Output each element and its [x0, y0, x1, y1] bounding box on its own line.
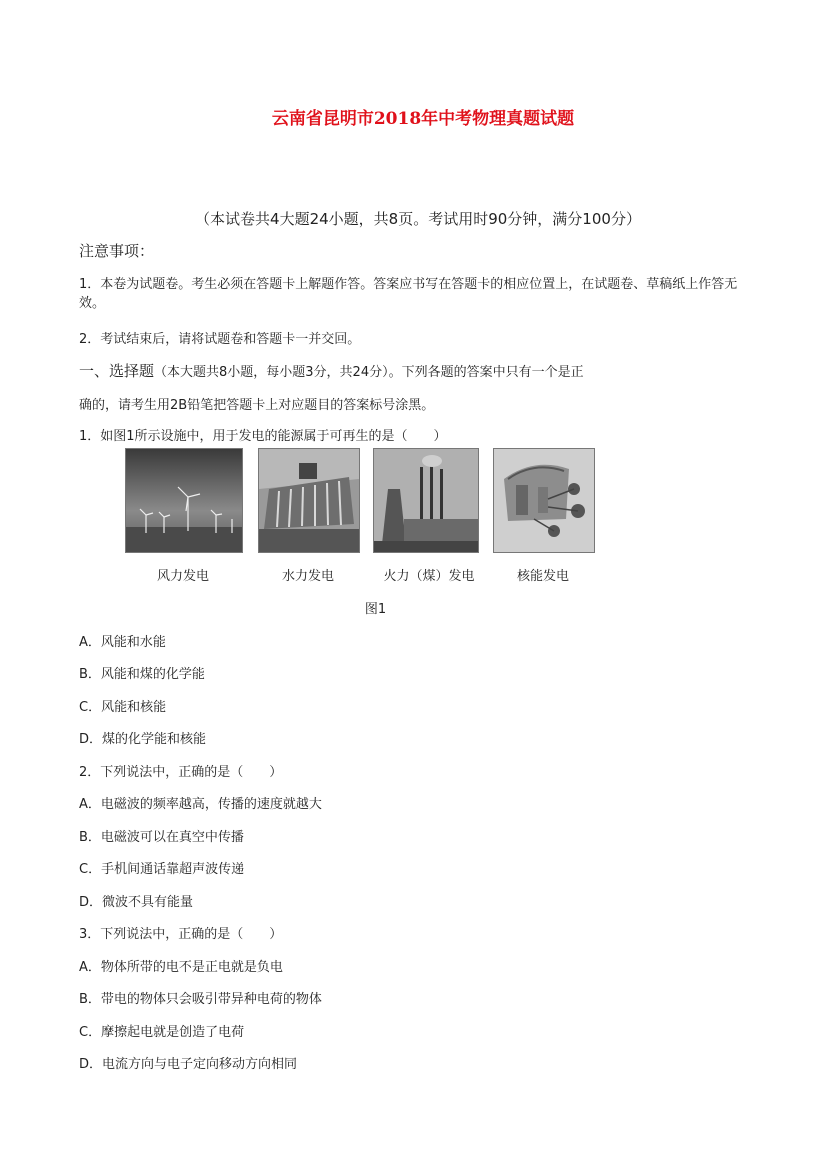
note-item: 1．本卷为试题卷。考生必须在答题卡上解题作答。答案应书写在答题卡的相应位置上，在试题卷、草稿纸上作答无效。: [79, 277, 738, 311]
exam-info: （本试卷共4大题24小题，共8页。考试用时90分钟，满分100分）: [195, 210, 641, 228]
option: D．微波不具有能量: [79, 895, 194, 910]
hydro-power-photo: [258, 448, 360, 553]
option: A．风能和水能: [79, 635, 166, 650]
figure-caption: 风力发电: [156, 569, 209, 584]
page-title: 云南省昆明市2018年中考物理真题试题: [271, 109, 575, 129]
option: A．电磁波的频率越高，传播的速度就越大: [79, 797, 322, 812]
figure-caption: 火力（煤）发电: [383, 569, 475, 584]
option: A．物体所带的电不是正电就是负电: [79, 960, 283, 975]
notes-heading: 注意事项：: [79, 242, 155, 260]
question-stem: 1．如图1所示设施中，用于发电的能源属于可再生的是（ ）: [79, 429, 447, 444]
figure-label: 图1: [364, 602, 387, 617]
option: C．摩擦起电就是创造了电荷: [79, 1025, 245, 1040]
coal-power-photo: [373, 448, 479, 553]
option: D．煤的化学能和核能: [79, 732, 207, 747]
section-detail: （本大题共8小题，每小题3分，共24分）: [154, 365, 389, 380]
option: D．电流方向与电子定向移动方向相同: [79, 1057, 298, 1072]
question-stem: 2．下列说法中，正确的是（ ）: [79, 765, 283, 780]
wind-power-photo: [125, 448, 243, 553]
question-stem: 3．下列说法中，正确的是（ ）: [79, 927, 283, 942]
section-instruction: 。下列各题的答案中只有一个是正: [388, 365, 584, 380]
section-heading: [79, 360, 584, 381]
figure-caption: 核能发电: [516, 569, 569, 584]
option: B．带电的物体只会吸引带异种电荷的物体: [79, 992, 322, 1007]
note-item: 2．考试结束后，请将试题卷和答题卡一并交回。: [79, 332, 361, 347]
option: B．风能和煤的化学能: [79, 667, 205, 682]
nuclear-power-diagram: [493, 448, 595, 553]
section-instruction-cont: 确的，请考生用2B铅笔把答题卡上对应题目的答案标号涂黑。: [79, 398, 435, 413]
figure-caption: 水力发电: [281, 569, 334, 584]
option: C．手机间通话靠超声波传递: [79, 862, 245, 877]
option: C．风能和核能: [79, 700, 167, 715]
section-title: 一、选择题: [79, 362, 155, 380]
option: B．电磁波可以在真空中传播: [79, 830, 244, 845]
